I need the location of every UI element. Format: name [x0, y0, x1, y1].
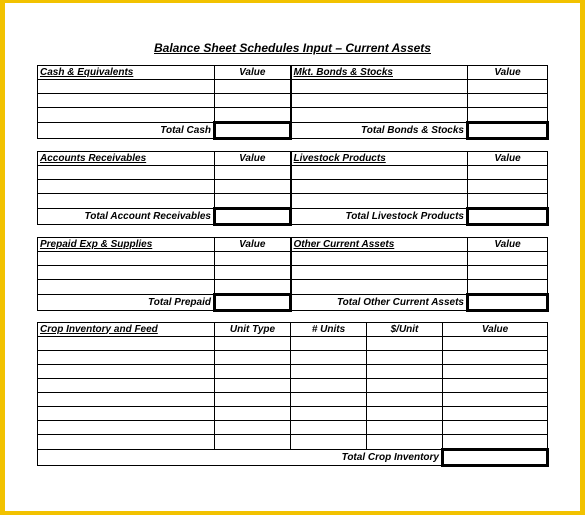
- value-cell[interactable]: [215, 280, 291, 295]
- empty-cell: [215, 450, 291, 466]
- value-cell[interactable]: [468, 280, 548, 295]
- prepaid-exp-supplies-heading: Prepaid Exp & Supplies: [38, 238, 215, 252]
- item-cell[interactable]: [38, 94, 215, 108]
- table-row: [38, 194, 548, 209]
- table-row: [38, 280, 548, 295]
- schedule-section-3: [37, 237, 549, 312]
- value-cell[interactable]: [468, 252, 548, 266]
- total-crop-inventory-field[interactable]: [443, 450, 548, 466]
- crop-inventory-heading: Crop Inventory and Feed: [38, 323, 215, 337]
- price-cell[interactable]: [367, 407, 443, 421]
- units-cell[interactable]: [291, 379, 367, 393]
- empty-cell: [38, 450, 215, 466]
- unit-type-cell[interactable]: [215, 421, 291, 435]
- total-bonds-stocks-field[interactable]: [468, 123, 548, 139]
- item-cell[interactable]: [291, 266, 468, 280]
- value-column-label: Value: [468, 238, 548, 252]
- schedule-section-2: [37, 151, 549, 226]
- crop-cell[interactable]: [38, 407, 215, 421]
- total-cash-field[interactable]: [215, 123, 291, 139]
- total-row: [38, 450, 548, 466]
- price-cell[interactable]: [367, 379, 443, 393]
- unit-type-cell[interactable]: [215, 337, 291, 351]
- price-cell[interactable]: [367, 337, 443, 351]
- units-cell[interactable]: [291, 351, 367, 365]
- total-row: [38, 123, 548, 139]
- other-current-assets-heading: Other Current Assets: [291, 238, 468, 252]
- units-column-label: # Units: [291, 323, 367, 337]
- cash-equivalents-heading: Cash & Equivalents: [38, 66, 215, 80]
- value-cell[interactable]: [443, 379, 548, 393]
- item-cell[interactable]: [291, 80, 468, 94]
- value-column-label: Value: [443, 323, 548, 337]
- value-column-label: Value: [468, 66, 548, 80]
- value-cell[interactable]: [215, 266, 291, 280]
- total-account-receivables-field[interactable]: [215, 209, 291, 225]
- total-row: [38, 209, 548, 225]
- value-cell[interactable]: [468, 80, 548, 94]
- unit-type-cell[interactable]: [215, 435, 291, 450]
- item-cell[interactable]: [38, 80, 215, 94]
- crop-cell[interactable]: [38, 351, 215, 365]
- price-cell[interactable]: [367, 365, 443, 379]
- total-row: [38, 295, 548, 311]
- total-other-current-assets-label: Total Other Current Assets: [291, 295, 468, 311]
- value-cell[interactable]: [443, 365, 548, 379]
- total-livestock-products-field[interactable]: [468, 209, 548, 225]
- unit-type-cell[interactable]: [215, 365, 291, 379]
- item-cell[interactable]: [38, 280, 215, 295]
- table-row: [38, 108, 548, 123]
- item-cell[interactable]: [291, 280, 468, 295]
- crop-cell[interactable]: [38, 365, 215, 379]
- value-cell[interactable]: [468, 266, 548, 280]
- table-row: [38, 252, 548, 266]
- total-livestock-products-label: Total Livestock Products: [291, 209, 468, 225]
- value-cell[interactable]: [443, 421, 548, 435]
- crop-cell[interactable]: [38, 379, 215, 393]
- section-header-row: [38, 238, 548, 252]
- units-cell[interactable]: [291, 337, 367, 351]
- item-cell[interactable]: [291, 108, 468, 123]
- table-row: [38, 379, 548, 393]
- table-row: [38, 365, 548, 379]
- crop-cell[interactable]: [38, 435, 215, 450]
- table-row: [38, 180, 548, 194]
- item-cell[interactable]: [291, 94, 468, 108]
- table-row: [38, 435, 548, 450]
- units-cell[interactable]: [291, 365, 367, 379]
- value-column-label: Value: [215, 152, 291, 166]
- accounts-receivables-heading: Accounts Receivables: [38, 152, 215, 166]
- units-cell[interactable]: [291, 435, 367, 450]
- value-column-label: Value: [468, 152, 548, 166]
- item-cell[interactable]: [38, 252, 215, 266]
- price-cell[interactable]: [367, 435, 443, 450]
- value-cell[interactable]: [215, 166, 291, 180]
- unit-type-cell[interactable]: [215, 351, 291, 365]
- crop-cell[interactable]: [38, 421, 215, 435]
- total-crop-inventory-label: Total Crop Inventory: [291, 450, 443, 466]
- value-cell[interactable]: [468, 180, 548, 194]
- table-row: [38, 337, 548, 351]
- page-title: Balance Sheet Schedules Input – Current Assets: [154, 41, 431, 55]
- crop-inventory-table: [37, 322, 549, 467]
- table-row: [38, 421, 548, 435]
- value-column-label: Value: [215, 66, 291, 80]
- item-cell[interactable]: [291, 166, 468, 180]
- value-cell[interactable]: [468, 94, 548, 108]
- schedule-section-1: [37, 65, 549, 140]
- value-cell[interactable]: [215, 94, 291, 108]
- value-cell[interactable]: [215, 194, 291, 209]
- table-row: [38, 266, 548, 280]
- value-cell[interactable]: [443, 435, 548, 450]
- total-other-current-assets-field[interactable]: [468, 295, 548, 311]
- value-cell[interactable]: [468, 166, 548, 180]
- value-cell[interactable]: [443, 351, 548, 365]
- price-cell[interactable]: [367, 393, 443, 407]
- price-cell[interactable]: [367, 351, 443, 365]
- value-cell[interactable]: [443, 337, 548, 351]
- item-cell[interactable]: [38, 266, 215, 280]
- value-cell[interactable]: [468, 194, 548, 209]
- table-row: [38, 80, 548, 94]
- units-cell[interactable]: [291, 393, 367, 407]
- value-column-label: Value: [215, 238, 291, 252]
- unit-type-cell[interactable]: [215, 393, 291, 407]
- unit-type-cell[interactable]: [215, 379, 291, 393]
- section-header-row: [38, 323, 548, 337]
- total-cash-label: Total Cash: [38, 123, 215, 139]
- crop-cell[interactable]: [38, 337, 215, 351]
- table-row: [38, 94, 548, 108]
- value-cell[interactable]: [443, 393, 548, 407]
- table-row: [38, 393, 548, 407]
- value-cell[interactable]: [215, 108, 291, 123]
- value-cell[interactable]: [468, 108, 548, 123]
- section-header-row: [38, 152, 548, 166]
- value-cell[interactable]: [215, 80, 291, 94]
- mkt-bonds-stocks-heading: Mkt. Bonds & Stocks: [291, 66, 468, 80]
- item-cell[interactable]: [291, 180, 468, 194]
- table-row: [38, 166, 548, 180]
- item-cell[interactable]: [38, 166, 215, 180]
- table-row: [38, 407, 548, 421]
- price-cell[interactable]: [367, 421, 443, 435]
- item-cell[interactable]: [38, 108, 215, 123]
- total-prepaid-label: Total Prepaid: [38, 295, 215, 311]
- total-prepaid-field[interactable]: [215, 295, 291, 311]
- section-header-row: [38, 66, 548, 80]
- item-cell[interactable]: [38, 180, 215, 194]
- crop-cell[interactable]: [38, 393, 215, 407]
- value-cell[interactable]: [215, 252, 291, 266]
- units-cell[interactable]: [291, 421, 367, 435]
- table-row: [38, 351, 548, 365]
- total-bonds-stocks-label: Total Bonds & Stocks: [291, 123, 468, 139]
- units-cell[interactable]: [291, 407, 367, 421]
- livestock-products-heading: Livestock Products: [291, 152, 468, 166]
- total-account-receivables-label: Total Account Receivables: [38, 209, 215, 225]
- price-per-unit-column-label: $/Unit: [367, 323, 443, 337]
- item-cell[interactable]: [291, 194, 468, 209]
- unit-type-column-label: Unit Type: [215, 323, 291, 337]
- unit-type-cell[interactable]: [215, 407, 291, 421]
- value-cell[interactable]: [215, 180, 291, 194]
- item-cell[interactable]: [38, 194, 215, 209]
- item-cell[interactable]: [291, 252, 468, 266]
- value-cell[interactable]: [443, 407, 548, 421]
